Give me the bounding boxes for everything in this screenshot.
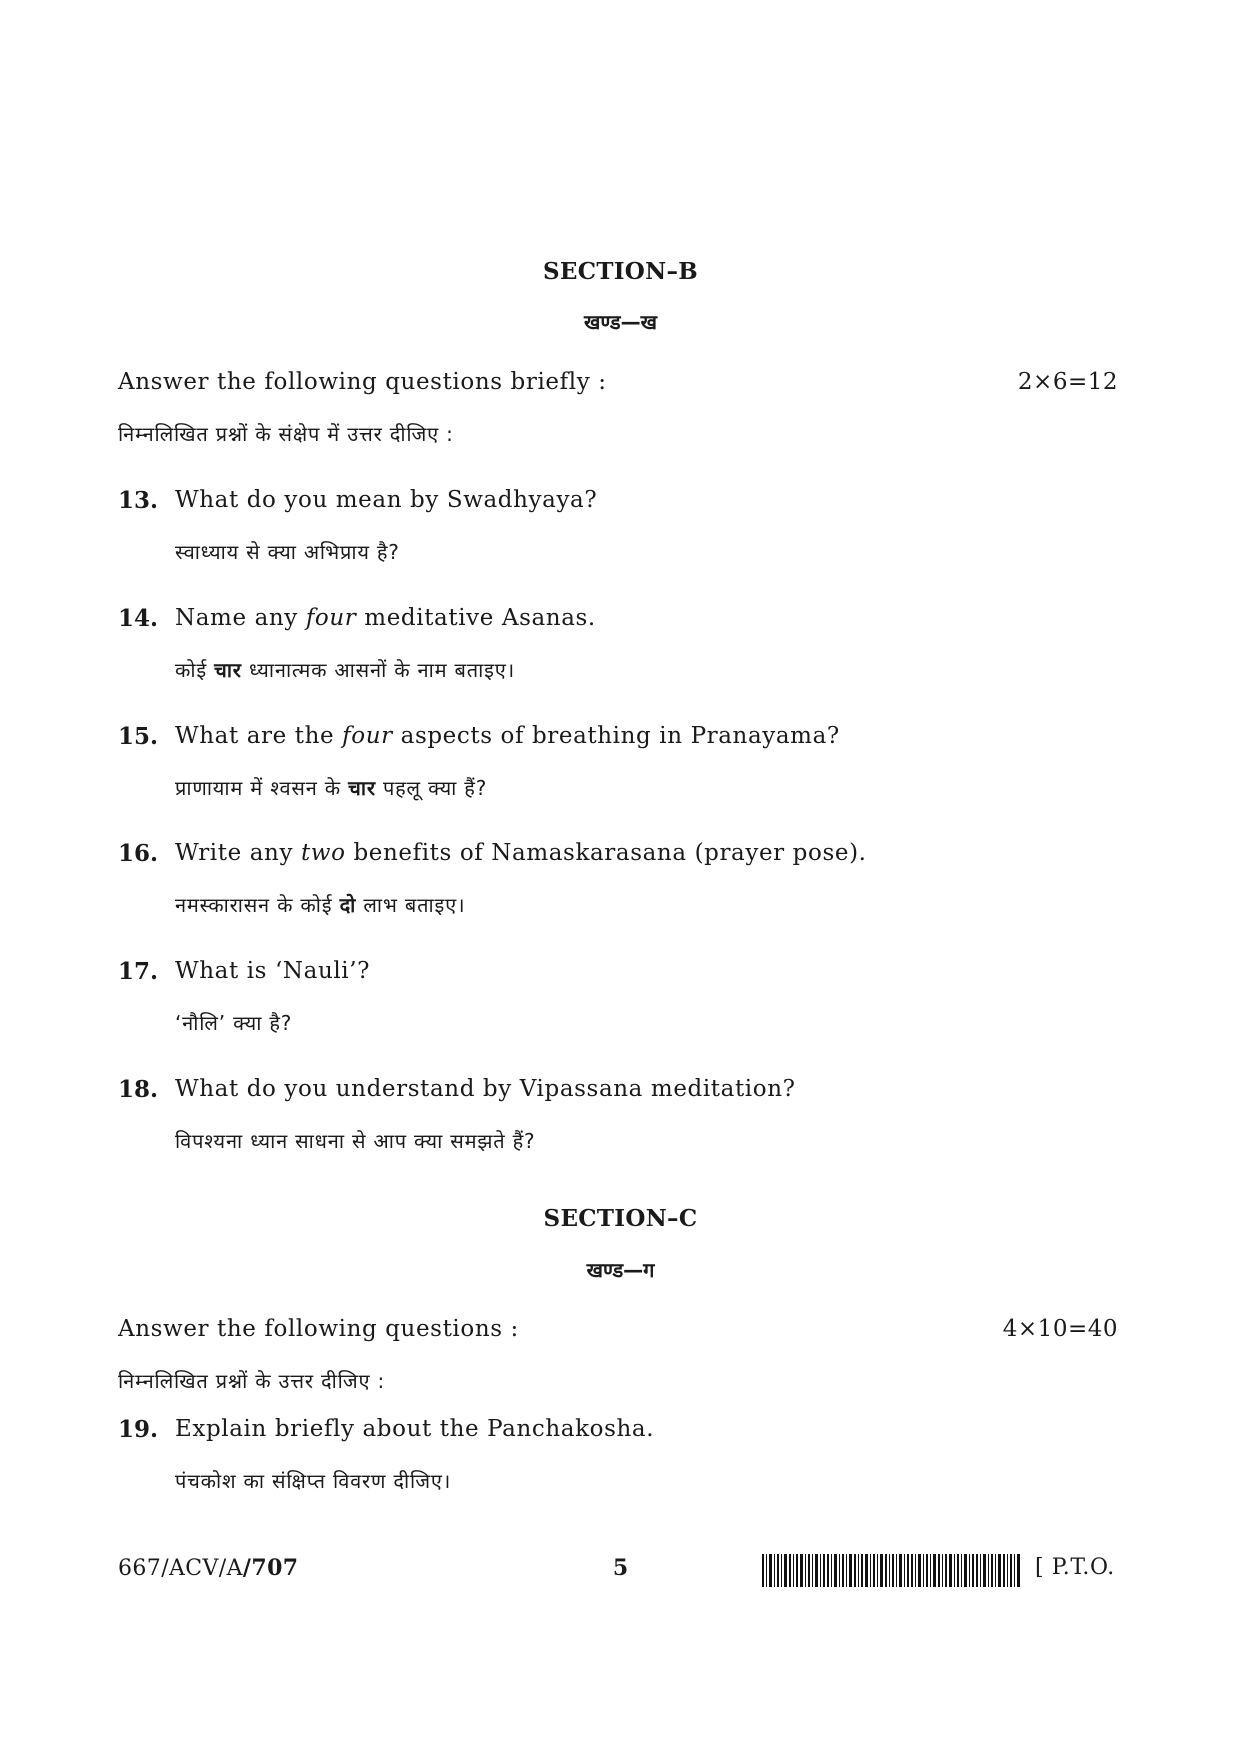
section-c-title: SECTION–C xyxy=(543,1205,698,1232)
question-text-hi: प्राणायाम में श्वसन के चार पहलू क्या हैं? xyxy=(175,776,488,800)
question-number: 16. xyxy=(118,840,159,867)
section-b-title: SECTION–B xyxy=(542,258,699,285)
question-text-en: Explain briefly about the Panchakosha. xyxy=(175,1416,655,1442)
question-text-hi: कोई चार ध्यानात्मक आसनों के नाम बताइए। xyxy=(175,658,516,682)
question-text-en: Write any two benefits of Namaskarasana (prayer pose). xyxy=(175,840,867,866)
question-number: 19. xyxy=(118,1416,159,1443)
question-number: 15. xyxy=(118,723,159,750)
question-number: 13. xyxy=(118,487,159,514)
paper-code: 667/ACV/A/707 xyxy=(118,1555,299,1581)
question-text-hi: विपश्यना ध्यान साधना से आप क्या समझते हैं? xyxy=(175,1129,536,1153)
section-c-marks: 4×10=40 xyxy=(1002,1316,1118,1342)
section-b-instruction-hindi: निम्नलिखित प्रश्नों के संक्षेप में उत्तर दीजिए : xyxy=(118,422,454,446)
barcode-icon xyxy=(762,1554,1020,1587)
question-text-en: Name any four meditative Asanas. xyxy=(175,605,596,631)
section-c-hindi-title: खण्ड—ग xyxy=(586,1258,655,1282)
question-text-hi: नमस्कारासन के कोई दो लाभ बताइए। xyxy=(175,893,466,917)
section-b-hindi-title: खण्ड—ख xyxy=(584,310,657,334)
question-text-en: What is ‘Nauli’? xyxy=(175,958,371,984)
question-text-en: What are the four aspects of breathing in Pranayama? xyxy=(175,723,840,749)
question-text-hi: ‘नौलि’ क्या है? xyxy=(175,1011,293,1035)
question-number: 14. xyxy=(118,605,159,632)
question-text-en: What do you mean by Swadhyaya? xyxy=(175,487,598,513)
question-text-en: What do you understand by Vipassana meditation? xyxy=(175,1076,796,1102)
question-text-hi: पंचकोश का संक्षिप्त विवरण दीजिए। xyxy=(175,1469,452,1493)
page-number: 5 xyxy=(612,1555,629,1581)
section-c-instruction: Answer the following questions : xyxy=(118,1316,519,1342)
pto-label: [ P.T.O. xyxy=(1035,1555,1115,1580)
question-number: 17. xyxy=(118,958,159,985)
question-number: 18. xyxy=(118,1076,159,1103)
section-b-instruction: Answer the following questions briefly : xyxy=(118,369,607,395)
question-text-hi: स्वाध्याय से क्या अभिप्राय है? xyxy=(175,540,400,564)
section-b-marks: 2×6=12 xyxy=(1017,369,1118,395)
section-c-instruction-hindi: निम्नलिखित प्रश्नों के उत्तर दीजिए : xyxy=(118,1369,386,1393)
